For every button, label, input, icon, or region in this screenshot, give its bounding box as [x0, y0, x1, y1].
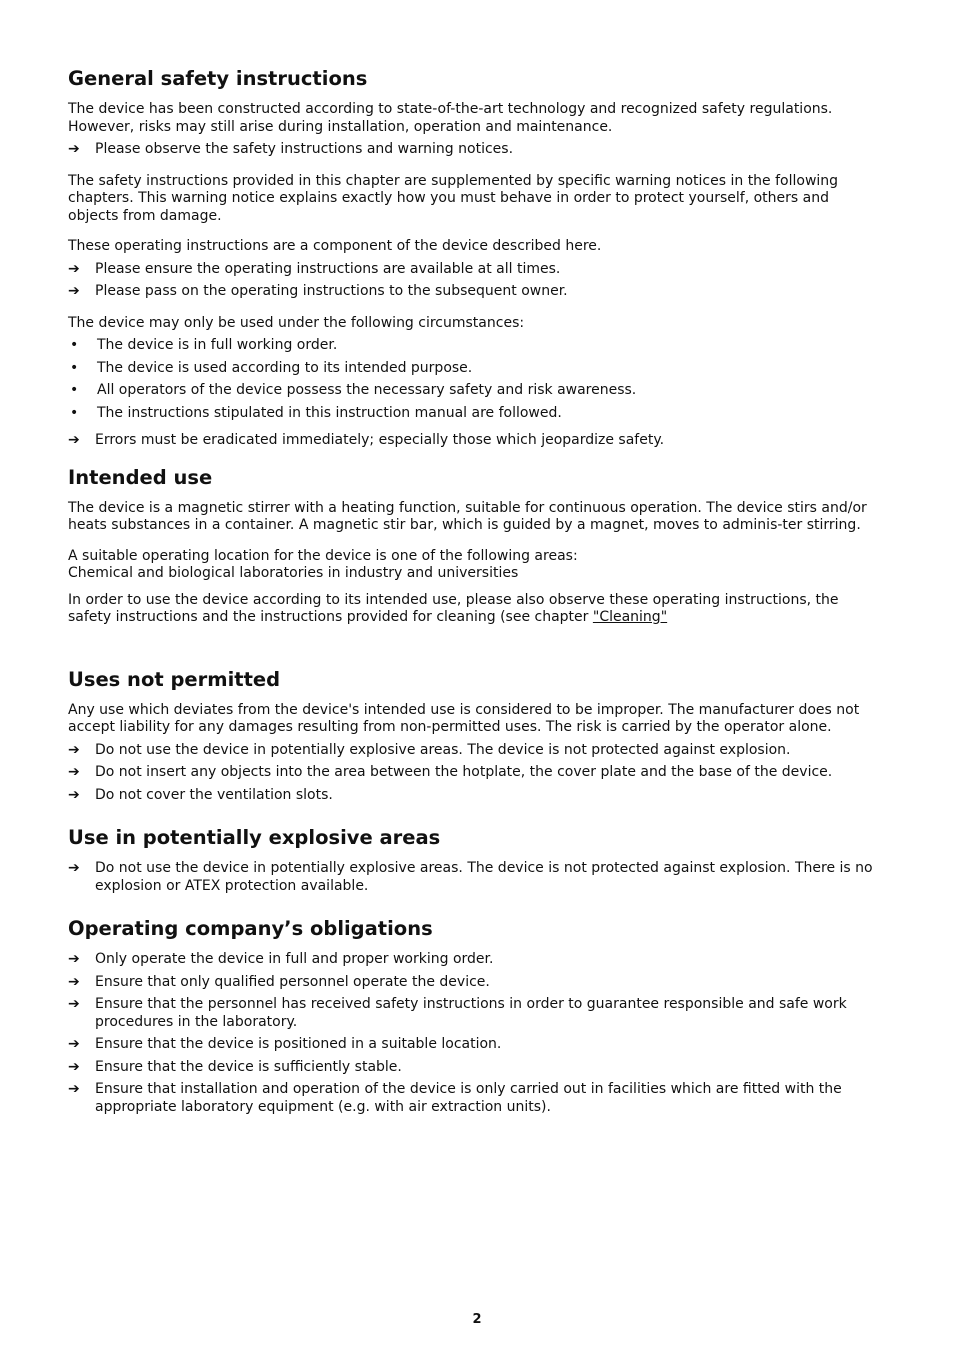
heading-intended-use: Intended use — [68, 465, 213, 489]
arrow-item — [68, 996, 878, 1031]
arrow-item — [68, 860, 878, 895]
arrow-item-text: Ensure that installation and operation of the device is only carried out in facilities which are fitted with the appropriate laboratory equipment (e.g. with air extraction units). — [95, 1081, 842, 1115]
bullet-item — [68, 382, 878, 400]
arrow-item — [68, 1081, 878, 1116]
arrow-item-text: Ensure that the personnel has received safety instructions in order to guarantee responsible and safe work procedures in the laboratory. — [95, 996, 847, 1030]
arrow-icon: ➔ — [68, 764, 80, 780]
arrow-icon: ➔ — [68, 432, 80, 448]
paragraph-text: In order to use the device according to its intended use, please also observe these operating instructions, the safety instructions and the instructions provided for cleaning (see chapter — [68, 591, 839, 625]
heading-operating-company-obligations: Operating company’s obligations — [68, 917, 433, 940]
paragraph: These operating instructions are a component of the device described here. — [68, 238, 602, 254]
arrow-item-text: Please ensure the operating instructions are available at all times. — [95, 260, 561, 277]
arrow-item — [68, 261, 878, 279]
bullet-icon: • — [70, 359, 79, 376]
arrow-item-text: Only operate the device in full and proper working order. — [95, 951, 494, 967]
arrow-item-text: Do not use the device in potentially explosive areas. The device is not protected against explosion. — [95, 741, 791, 758]
document-page — [68, 66, 878, 1121]
arrow-item — [68, 951, 878, 969]
arrow-item — [68, 742, 878, 760]
paragraph: The safety instructions provided in this chapter are supplemented by specific warning notices in the following chapters. This warning notice explains exactly how you must behave in order to protect yourself, others and objects from damage. — [68, 172, 839, 224]
arrow-item-text: Please observe the safety instructions and warning notices. — [95, 141, 514, 157]
arrow-item — [68, 974, 878, 992]
arrow-item — [68, 1036, 878, 1054]
cleaning-chapter-link[interactable]: "Cleaning" — [592, 609, 668, 625]
paragraph: The device is a magnetic stirrer with a heating function, suitable for continuous operation. The device stirs and/or heats substances in a container. A magnetic stir bar, which is guided by a magnet, moves to adminis-ter stirring. — [68, 499, 867, 533]
bullet-item — [68, 405, 878, 423]
arrow-icon: ➔ — [68, 1036, 80, 1052]
arrow-icon: ➔ — [68, 996, 80, 1012]
arrow-item-text: Ensure that the device is positioned in a suitable location. — [95, 1036, 502, 1052]
arrow-icon: ➔ — [68, 1081, 80, 1097]
arrow-item-text: Do not cover the ventilation slots. — [95, 786, 333, 803]
paragraph: A suitable operating location for the device is one of the following areas: — [68, 547, 578, 564]
arrow-item — [68, 764, 878, 782]
heading-explosive-areas: Use in potentially explosive areas — [68, 826, 441, 849]
arrow-icon: ➔ — [68, 741, 80, 758]
arrow-item — [68, 787, 878, 805]
page-number: 2 — [472, 1312, 482, 1327]
heading-general-safety: General safety instructions — [68, 67, 368, 90]
arrow-icon: ➔ — [68, 973, 80, 990]
arrow-item-text: Please pass on the operating instructions to the subsequent owner. — [95, 283, 568, 299]
paragraph: The device has been constructed according to state-of-the-art technology and recognized safety regulations. However, risks may still arise during installation, operation and maintenance. — [68, 101, 833, 135]
arrow-icon: ➔ — [68, 951, 80, 967]
bullet-icon: • — [70, 382, 79, 398]
bullet-item — [68, 337, 878, 355]
heading-uses-not-permitted: Uses not permitted — [68, 667, 281, 691]
arrow-icon: ➔ — [68, 786, 80, 803]
paragraph: The device may only be used under the following circumstances: — [68, 314, 525, 331]
arrow-icon: ➔ — [68, 1058, 80, 1075]
arrow-item-text: Do not insert any objects into the area between the hotplate, the cover plate and the base of the device. — [95, 764, 833, 780]
arrow-item — [68, 432, 878, 450]
paragraph — [68, 592, 878, 627]
arrow-item-text: Ensure that only qualified personnel operate the device. — [95, 973, 490, 990]
arrow-item — [68, 1059, 878, 1077]
bullet-item — [68, 360, 878, 378]
arrow-item-text: Ensure that the device is sufficiently stable. — [95, 1058, 402, 1075]
paragraph: Any use which deviates from the device's intended use is considered to be improper. The manufacturer does not accept liability for any damages resulting from non-permitted uses. The risk is carried by the operator alone. — [68, 701, 860, 735]
arrow-icon: ➔ — [68, 260, 80, 277]
bullet-item-text: The instructions stipulated in this instruction manual are followed. — [97, 404, 562, 421]
bullet-item-text: The device is in full working order. — [97, 337, 338, 353]
arrow-item-text: Errors must be eradicated immediately; especially those which jeopardize safety. — [95, 432, 665, 448]
bullet-icon: • — [70, 404, 79, 421]
arrow-item — [68, 141, 878, 159]
arrow-item — [68, 283, 878, 301]
arrow-item-text: Do not use the device in potentially explosive areas. The device is not protected against explosion. There is no explosion or ATEX protection available. — [95, 860, 873, 894]
bullet-item-text: All operators of the device possess the necessary safety and risk awareness. — [97, 382, 637, 398]
arrow-icon: ➔ — [68, 860, 80, 876]
arrow-icon: ➔ — [68, 141, 80, 157]
bullet-icon: • — [70, 337, 79, 353]
arrow-icon: ➔ — [68, 283, 80, 299]
paragraph: Chemical and biological laboratories in industry and universities — [68, 565, 519, 581]
bullet-item-text: The device is used according to its intended purpose. — [97, 359, 473, 376]
